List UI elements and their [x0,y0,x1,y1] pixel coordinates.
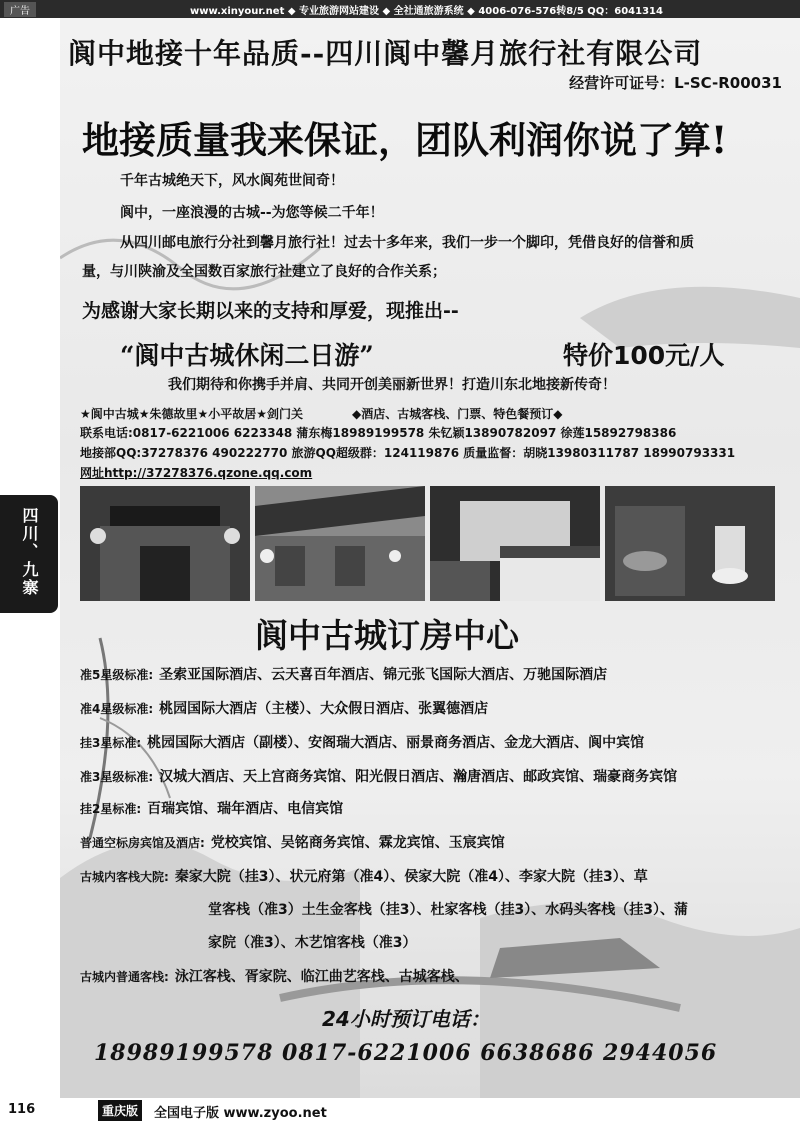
edition-badge: 重庆版 [98,1100,142,1121]
hotel-row-5-label: 挂2星标准: [80,802,142,816]
inn-row-line-3: 家院（准3）、木艺馆客栈（准3） [208,935,417,951]
photo-ancient-gate [80,486,250,601]
thanks-line: 为感谢大家长期以来的支持和厚爱，现推出-- [82,300,459,322]
ad-label: 广告 [4,2,36,17]
hotel-row-2 [80,698,488,718]
website-link[interactable]: 网址http://37278376.qzone.qq.com [80,466,313,480]
qq-line: 地接部QQ:37278376 490222770 旅游QQ超级群：124119876 质量监督：胡晓13980311787 18990793331 [80,446,736,460]
photo-strip [80,486,775,601]
photo-bedroom [430,486,600,601]
services-left: ★阆中古城★朱德故里★小平故居★剑门关 [80,407,304,421]
company-name: 阆中地接十年品质--四川阆中馨月旅行社有限公司 [68,37,703,70]
region-side-tab-label: 四川、九寨 [20,507,39,597]
photo-bathroom [605,486,775,601]
hotel-row-1-value: 圣索亚国际酒店、云天喜百年酒店、锦元张飞国际大酒店、万驰国际酒店 [159,667,608,683]
common-inn-row [80,966,469,986]
slogan-headline: 地接质量我来保证，团队利润你说了算! [82,118,728,162]
hotel-row-2-value: 桃园国际大酒店（主楼）、大众假日酒店、张翼德酒店 [159,701,489,717]
tour-price: 特价100元/人 [563,341,725,370]
hotline-label: 24小时预订电话： [322,1007,490,1031]
phone-line: 联系电话:0817-6221006 6223348 蒲东梅18989199578 朱钇颖13890782097 徐莲15892798386 [80,426,677,440]
hotel-row-5 [80,798,343,818]
hotel-row-3 [80,732,644,752]
hotel-row-6-value: 党校宾馆、吴铭商务宾馆、霖龙宾馆、玉宸宾馆 [210,835,505,851]
intro-line-1: 千年古城绝天下，风水阆苑世间奇！ [120,173,344,189]
hotel-row-6 [80,832,505,852]
hotel-row-5-value: 百瑞宾馆、瑞年酒店、电信宾馆 [147,801,344,817]
inn-row-line-1: 秦家大院（挂3）、状元府第（准4）、侯家大院（准4）、李家大院（挂3）、草 [174,869,648,885]
hotel-row-4 [80,766,677,786]
top-ad-bar [0,0,800,18]
hotel-row-3-label: 挂3星标准: [80,736,142,750]
hotel-row-3-value: 桃园国际大酒店（副楼）、安阁瑞大酒店、丽景商务酒店、金龙大酒店、阆中宾馆 [147,735,645,751]
hotel-row-4-value: 汉城大酒店、天上宫商务宾馆、阳光假日酒店、瀚唐酒店、邮政宾馆、瑞豪商务宾馆 [159,769,678,785]
hotel-row-1 [80,664,607,684]
hotel-row-2-label: 准4星级标准: [80,702,154,716]
photo-courtyard [255,486,425,601]
intro-line-4: 量，与川陕渝及全国数百家旅行社建立了良好的合作关系； [82,264,446,280]
hotel-row-6-label: 普通空标房宾馆及酒店: [80,836,205,850]
advertisement-page [60,18,800,1098]
page-footer [0,1098,800,1121]
wish-line: 我们期待和你携手并肩、共同开创美丽新世界！打造川东北地接新传奇！ [168,377,616,393]
tour-name: “阆中古城休闲二日游” [120,341,374,370]
hotline-numbers: 18989199578 0817-6221006 6638686 2944056 [94,1040,718,1066]
intro-line-2: 阆中，一座浪漫的古城--为您等候二千年！ [120,205,384,221]
booking-center-title: 阆中古城订房中心 [255,616,519,655]
inn-row-label: 古城内客栈大院: [80,870,169,884]
common-inn-value: 泳江客栈、胥家院、临江曲艺客栈、古城客栈、 [174,969,469,985]
footer-website: 全国电子版 www.zyoo.net [154,1106,327,1121]
inn-row [80,866,648,886]
inn-row-line-2: 堂客栈（准3）土生金客栈（挂3）、杜家客栈（挂3）、水码头客栈（挂3）、蒲 [208,902,688,918]
license-number: 经营许可证号：L-SC-R00031 [569,74,782,92]
page-number: 116 [8,1102,36,1117]
intro-line-3: 从四川邮电旅行分社到馨月旅行社！过去十多年来，我们一步一个脚印，凭借良好的信誉和质 [120,235,694,251]
ad-bar-info: www.xinyour.net ◆ 专业旅游网站建设 ◆ 全社通旅游系统 ◆ 4006-076-576转8/5 QQ：6041314 [190,6,663,17]
services-right: ◆酒店、古城客栈、门票、特色餐预订◆ [352,407,563,421]
hotel-row-1-label: 准5星级标准: [80,668,154,682]
hotel-row-4-label: 准3星级标准: [80,770,154,784]
common-inn-label: 古城内普通客栈: [80,970,169,984]
region-side-tab [0,495,58,613]
